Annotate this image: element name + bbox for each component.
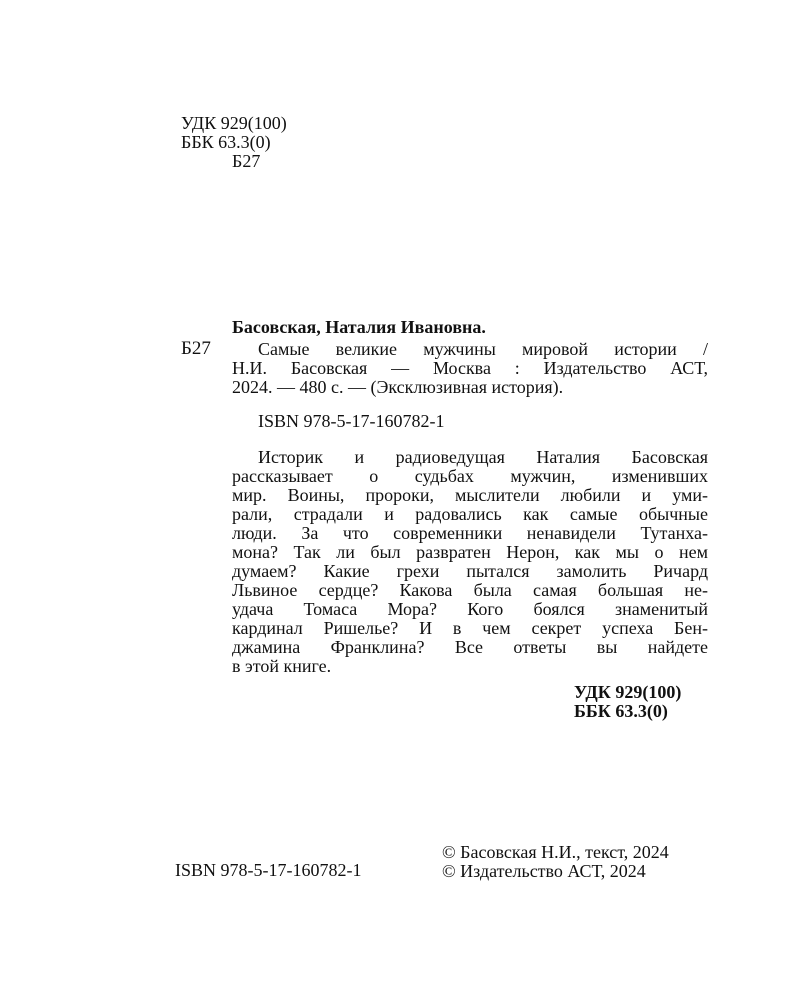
classification-bbk: ББК 63.3(0) — [574, 701, 668, 721]
annotation-line: рассказывает о судьбах мужчин, изменивших — [232, 466, 708, 486]
copyright-block — [442, 843, 669, 881]
annotation-line: люди. За что современники ненавидели Тутанха- — [232, 523, 708, 543]
classification-block — [574, 683, 681, 721]
annotation-line: мир. Воины, пророки, мыслители любили и уми- — [232, 485, 708, 505]
copyright-publisher: © Издательство АСТ, 2024 — [442, 861, 646, 881]
classification-udk: УДК 929(100) — [574, 682, 682, 702]
annotation-line: кардинал Ришелье? И в чем секрет успеха Бен- — [232, 618, 708, 638]
description-line: 2024. — 480 с. — (Эксклюзивная история). — [232, 377, 564, 397]
annotation-line: думаем? Какие грехи пытался замолить Ричард — [232, 561, 708, 581]
description-line: Самые великие мужчины мировой истории / — [258, 339, 708, 359]
copyright-author: © Басовская Н.И., текст, 2024 — [442, 842, 669, 862]
record-author-mark: Б27 — [181, 338, 211, 359]
author-heading: Басовская, Наталия Ивановна. — [232, 317, 486, 337]
annotation-line: Львиное сердце? Какова была самая большая не- — [232, 580, 708, 600]
annotation-line: в этой книге. — [232, 656, 332, 676]
footer-isbn: ISBN 978-5-17-160782-1 — [175, 860, 362, 880]
description-line: Н.И. Басовская — Москва : Издательство АСТ, — [232, 358, 708, 378]
record-isbn: ISBN 978-5-17-160782-1 — [258, 411, 445, 431]
annotation-line: джамина Франклина? Все ответы вы найдете — [232, 637, 708, 657]
annotation-line: удача Томаса Мора? Кого боялся знаменитый — [232, 599, 708, 619]
annotation-line: Историк и радиоведущая Наталия Басовская — [258, 447, 708, 467]
top-udk-code: УДК 929(100) — [181, 113, 287, 133]
top-author-mark: Б27 — [232, 151, 261, 171]
annotation-line: мона? Так ли был развратен Нерон, как мы о нем — [232, 542, 708, 562]
annotation-line: рали, страдали и радовались как самые обычные — [232, 504, 708, 524]
top-bbk-code: ББК 63.3(0) — [181, 132, 271, 152]
